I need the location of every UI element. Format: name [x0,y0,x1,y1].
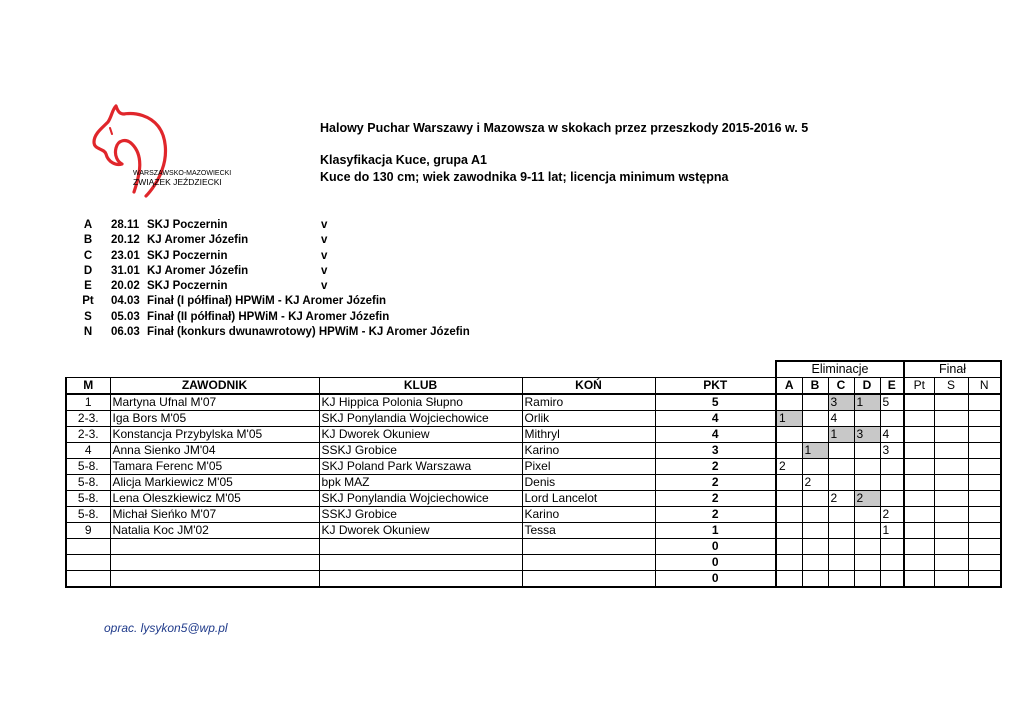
cell-m: 2-3. [66,411,110,427]
schedule-place: KJ Aromer Józefin [147,264,249,277]
cell-a [776,539,802,555]
cell-club: SKJ Ponylandia Wojciechowice [319,411,522,427]
schedule-place: Finał (konkurs dwunawrotowy) HPWiM - KJ Aromer Józefin [147,326,470,339]
schedule-date: 04.03 [111,295,140,308]
cell-pkt: 2 [655,491,776,507]
cell-pt [904,411,934,427]
cell-pt [904,507,934,523]
cell-pt [904,443,934,459]
cell-rider: Iga Bors M'05 [110,411,319,427]
cell-horse: Karino [522,443,655,459]
cell-club: SKJ Poland Park Warszawa [319,459,522,475]
cell-m: 5-8. [66,491,110,507]
cell-m: 5-8. [66,475,110,491]
cell-d [854,555,880,571]
cell-e: 3 [880,443,904,459]
schedule-key: C [83,249,93,262]
cell-b [802,539,828,555]
cell-horse: Orlik [522,411,655,427]
schedule-place: KJ Aromer Józefin [147,234,249,247]
table-row [66,523,1001,539]
cell-pt [904,523,934,539]
cell-n [968,555,1001,571]
classification-title: Klasyfikacja Kuce, grupa A1 [320,153,487,167]
schedule-mark: v [321,234,328,247]
schedule-key: E [84,280,92,293]
table-row [66,394,1001,411]
cell-n [968,507,1001,523]
schedule-date: 28.11 [111,219,140,231]
table-row [66,475,1001,491]
cell-n [968,411,1001,427]
cell-n [968,394,1001,411]
cell-club [319,539,522,555]
schedule-date: 20.02 [111,280,140,293]
column-header-d: D [854,378,880,395]
schedule-date: 20.12 [111,234,140,247]
cell-d [854,571,880,588]
cell-c: 3 [828,394,854,411]
cell-pkt: 4 [655,411,776,427]
schedule-date: 31.01 [111,264,140,277]
cell-a [776,443,802,459]
cell-m [66,539,110,555]
column-header-s: S [934,378,968,395]
cell-a [776,507,802,523]
cell-rider [110,539,319,555]
cell-a [776,523,802,539]
cell-m [66,571,110,588]
author-credit: oprac. lysykon5@wp.pl [104,621,228,635]
cell-pkt: 2 [655,459,776,475]
cell-a [776,427,802,443]
cell-pt [904,571,934,588]
cell-s [934,475,968,491]
table-row [66,507,1001,523]
schedule-key: Pt [82,295,94,308]
cell-e [880,555,904,571]
cell-d [854,507,880,523]
cell-d: 3 [854,427,880,443]
schedule-place: SKJ Poczernin [147,219,228,231]
schedule-key: A [83,219,93,231]
column-header-pt: Pt [904,378,934,395]
cell-e [880,539,904,555]
cell-club: SSKJ Grobice [319,507,522,523]
logo-caption-line2: ZWIĄZEK JEŹDZIECKI [133,177,222,187]
column-header-club: KLUB [319,378,522,395]
column-header-horse: KOŃ [522,378,655,395]
cell-d [854,539,880,555]
cell-b [802,571,828,588]
cell-n [968,571,1001,588]
schedule-place: SKJ Poczernin [147,280,228,293]
cell-s [934,491,968,507]
cell-d [854,443,880,459]
table-row [66,539,1001,555]
cell-club: SSKJ Grobice [319,443,522,459]
cell-n [968,427,1001,443]
cell-e: 5 [880,394,904,411]
schedule-place: Finał (I półfinał) HPWiM - KJ Aromer Józefin [147,295,387,308]
cell-rider: Tamara Ferenc M'05 [110,459,319,475]
cell-rider: Natalia Koc JM'02 [110,523,319,539]
cell-horse [522,555,655,571]
cell-rider: Alicja Markiewicz M'05 [110,475,319,491]
cell-c [828,523,854,539]
cell-pt [904,394,934,411]
column-header-e: E [880,378,904,395]
cell-rider: Michał Sieńko M'07 [110,507,319,523]
cell-a: 1 [776,411,802,427]
cell-b [802,427,828,443]
cell-n [968,443,1001,459]
cell-c: 4 [828,411,854,427]
cell-club: SKJ Ponylandia Wojciechowice [319,491,522,507]
cell-rider: Lena Oleszkiewicz M'05 [110,491,319,507]
cell-horse: Tessa [522,523,655,539]
classification-subtitle: Kuce do 130 cm; wiek zawodnika 9-11 lat; licencja minimum wstępna [320,170,729,184]
cell-pkt: 0 [655,555,776,571]
cell-pt [904,427,934,443]
column-header-m: M [66,378,110,395]
group-header-final: Finał [904,361,1001,378]
cell-pkt: 0 [655,571,776,588]
column-header-b: B [802,378,828,395]
schedule-date: 05.03 [111,310,140,323]
cell-pkt: 0 [655,539,776,555]
cell-d [854,475,880,491]
cell-m: 5-8. [66,459,110,475]
cell-horse: Pixel [522,459,655,475]
cell-c: 2 [828,491,854,507]
cell-c [828,539,854,555]
table-row [66,427,1001,443]
cell-s [934,539,968,555]
cell-b [802,459,828,475]
cell-horse [522,539,655,555]
cell-pkt: 3 [655,443,776,459]
cell-pt [904,555,934,571]
cell-e [880,475,904,491]
cell-rider: Martyna Ufnal M'07 [110,394,319,411]
schedule-mark: v [321,264,328,277]
cell-m: 5-8. [66,507,110,523]
table-row [66,571,1001,588]
schedule-place: Finał (II półfinał) HPWiM - KJ Aromer Józefin [147,310,390,323]
table-row [66,443,1001,459]
cell-pt [904,459,934,475]
cell-pkt: 5 [655,394,776,411]
schedule-mark: v [321,219,328,231]
group-header-eliminations: Eliminacje [776,361,904,378]
cell-d [854,523,880,539]
cell-c [828,475,854,491]
cell-b [802,491,828,507]
cell-rider [110,571,319,588]
cell-a [776,555,802,571]
cell-b [802,555,828,571]
cell-pkt: 4 [655,427,776,443]
cell-horse: Karino [522,507,655,523]
cell-horse: Mithryl [522,427,655,443]
cell-e: 1 [880,523,904,539]
cell-n [968,491,1001,507]
column-header-pkt: PKT [655,378,776,395]
column-header-a: A [776,378,802,395]
cell-horse [522,571,655,588]
schedule-key: D [83,264,93,277]
cell-s [934,459,968,475]
cell-a [776,491,802,507]
cell-pkt: 1 [655,523,776,539]
cell-n [968,523,1001,539]
cell-e: 4 [880,427,904,443]
cell-b [802,411,828,427]
cell-m: 2-3. [66,427,110,443]
cell-e [880,459,904,475]
schedule-mark: v [321,249,328,262]
cell-m: 1 [66,394,110,411]
cell-n [968,539,1001,555]
cell-s [934,507,968,523]
cell-club [319,571,522,588]
cell-c [828,459,854,475]
schedule-place: SKJ Poczernin [147,249,228,262]
table-row [66,491,1001,507]
cell-s [934,394,968,411]
cell-d [854,459,880,475]
logo-caption-line1: WARSZAWSKO-MAZOWIECKI [133,170,232,177]
cell-club: KJ Dworek Okuniew [319,427,522,443]
cell-m: 9 [66,523,110,539]
cell-a [776,475,802,491]
cell-d [854,411,880,427]
cell-pkt: 2 [655,507,776,523]
cell-a [776,571,802,588]
column-header-n: N [968,378,1001,395]
cell-a: 2 [776,459,802,475]
cell-d: 1 [854,394,880,411]
cell-rider: Konstancja Przybylska M'05 [110,427,319,443]
cell-s [934,411,968,427]
cell-club [319,555,522,571]
cell-horse: Denis [522,475,655,491]
cell-c [828,555,854,571]
cell-pkt: 2 [655,475,776,491]
logo-caption [133,169,231,187]
cell-b [802,394,828,411]
cell-pt [904,491,934,507]
results-table [65,360,1002,588]
cell-club: bpk MAZ [319,475,522,491]
cell-s [934,571,968,588]
cell-s [934,427,968,443]
cell-horse: Ramiro [522,394,655,411]
cell-c [828,507,854,523]
cell-b: 2 [802,475,828,491]
table-row [66,411,1001,427]
cell-rider [110,555,319,571]
schedule-key: N [83,326,93,339]
cell-c [828,571,854,588]
cell-e [880,571,904,588]
cell-m [66,555,110,571]
schedule-key: B [83,234,93,247]
cell-a [776,394,802,411]
cell-e [880,411,904,427]
cell-e: 2 [880,507,904,523]
schedule-date: 23.01 [111,249,140,262]
schedule-mark: v [321,280,328,293]
column-header-rider: ZAWODNIK [110,378,319,395]
cell-d: 2 [854,491,880,507]
cell-m: 4 [66,443,110,459]
cell-b [802,507,828,523]
cell-n [968,475,1001,491]
cell-pt [904,539,934,555]
cell-b [802,523,828,539]
table-row [66,459,1001,475]
cell-rider: Anna Sienko JM'04 [110,443,319,459]
cell-s [934,555,968,571]
cell-e [880,491,904,507]
table-row [66,555,1001,571]
cell-n [968,459,1001,475]
cell-s [934,443,968,459]
cell-c: 1 [828,427,854,443]
document-title: Halowy Puchar Warszawy i Mazowsza w skokach przez przeszkody 2015-2016 w. 5 [320,121,809,135]
cell-club: KJ Dworek Okuniew [319,523,522,539]
column-header-c: C [828,378,854,395]
cell-horse: Lord Lancelot [522,491,655,507]
cell-pt [904,475,934,491]
schedule-date: 06.03 [111,326,140,339]
cell-b: 1 [802,443,828,459]
cell-s [934,523,968,539]
cell-c [828,443,854,459]
schedule-key: S [84,310,92,323]
cell-club: KJ Hippica Polonia Słupno [319,394,522,411]
